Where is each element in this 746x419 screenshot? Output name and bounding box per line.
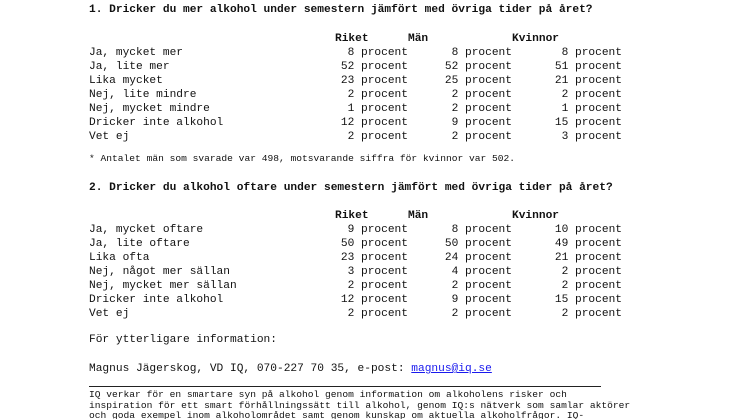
value-kvinnor: 15 procent	[554, 117, 622, 129]
header-kvinnor: Kvinnor	[512, 210, 559, 222]
row-label: Nej, mycket mer sällan	[89, 280, 237, 292]
row-label: Nej, mycket mindre	[89, 103, 210, 115]
value-man: 24 procent	[444, 252, 512, 264]
value-riket: 2 procent	[347, 89, 408, 101]
table-row	[89, 251, 622, 265]
value-riket: 2 procent	[347, 308, 408, 320]
table-row	[89, 237, 622, 251]
question-2-table	[89, 209, 622, 321]
value-kvinnor: 1 procent	[561, 103, 622, 115]
row-label: Dricker inte alkohol	[89, 117, 224, 129]
value-kvinnor: 2 procent	[561, 308, 622, 320]
row-label: Nej, lite mindre	[89, 89, 197, 101]
row-label: Ja, lite oftare	[89, 238, 190, 250]
value-kvinnor: 51 procent	[554, 61, 622, 73]
value-riket: 50 procent	[340, 238, 408, 250]
value-riket: 9 procent	[347, 224, 408, 236]
row-label: Ja, lite mer	[89, 61, 170, 73]
row-label: Vet ej	[89, 131, 130, 143]
value-man: 9 procent	[451, 117, 512, 129]
question-1-table	[89, 32, 622, 144]
contact-line	[89, 363, 492, 375]
value-man: 2 procent	[451, 131, 512, 143]
table-row	[89, 279, 622, 293]
value-man: 4 procent	[451, 266, 512, 278]
table-row	[89, 223, 622, 237]
value-riket: 8 procent	[347, 47, 408, 59]
value-riket: 12 procent	[340, 294, 408, 306]
value-riket: 23 procent	[340, 252, 408, 264]
value-riket: 2 procent	[347, 280, 408, 292]
value-riket: 12 procent	[340, 117, 408, 129]
value-kvinnor: 10 procent	[554, 224, 622, 236]
table-row	[89, 307, 622, 321]
row-label: Lika mycket	[89, 75, 163, 87]
table-row	[89, 116, 622, 130]
value-riket: 52 procent	[340, 61, 408, 73]
more-info-heading: För ytterligare information:	[89, 334, 277, 346]
value-man: 8 procent	[451, 47, 512, 59]
value-riket: 3 procent	[347, 266, 408, 278]
header-man: Män	[408, 210, 429, 222]
value-riket: 1 procent	[347, 103, 408, 115]
table-row	[89, 293, 622, 307]
value-man: 8 procent	[451, 224, 512, 236]
table-header-row	[89, 32, 622, 46]
value-man: 52 procent	[444, 61, 512, 73]
divider	[89, 386, 601, 387]
value-riket: 23 procent	[340, 75, 408, 87]
contact-text: Magnus Jägerskog, VD IQ, 070-227 70 35, e-post:	[89, 363, 412, 375]
header-riket: Riket	[335, 33, 369, 45]
value-kvinnor: 8 procent	[561, 47, 622, 59]
row-label: Ja, mycket mer	[89, 47, 183, 59]
row-label: Vet ej	[89, 308, 130, 320]
value-riket: 2 procent	[347, 131, 408, 143]
value-man: 2 procent	[451, 308, 512, 320]
table-row	[89, 46, 622, 60]
table-row	[89, 60, 622, 74]
row-label: Dricker inte alkohol	[89, 294, 224, 306]
value-kvinnor: 15 procent	[554, 294, 622, 306]
value-man: 25 procent	[444, 75, 512, 87]
value-man: 2 procent	[451, 280, 512, 292]
value-kvinnor: 2 procent	[561, 89, 622, 101]
footer-text: IQ verkar för en smartare syn på alkohol genom information om alkoholens risker och inspiration för ett smart förhållningssätt till alkohol, genom IQ:s nätverk som samlar aktörer och goda exempel inom alkoholområdet samt genom kunskap om aktuella alkoholfrågor. IQ-	[89, 390, 631, 419]
value-kvinnor: 21 procent	[554, 75, 622, 87]
table-row	[89, 265, 622, 279]
question-1-title: 1. Dricker du mer alkohol under semestern jämfört med övriga tider på året?	[89, 4, 593, 16]
question-2-title: 2. Dricker du alkohol oftare under semestern jämfört med övriga tider på året?	[89, 182, 613, 194]
value-kvinnor: 2 procent	[561, 280, 622, 292]
table-row	[89, 130, 622, 144]
value-man: 9 procent	[451, 294, 512, 306]
table-row	[89, 102, 622, 116]
value-man: 2 procent	[451, 89, 512, 101]
header-answer	[89, 32, 335, 46]
header-answer	[89, 209, 335, 223]
value-kvinnor: 49 procent	[554, 238, 622, 250]
header-man: Män	[408, 33, 429, 45]
row-label: Ja, mycket oftare	[89, 224, 204, 236]
value-kvinnor: 2 procent	[561, 266, 622, 278]
table-header-row	[89, 209, 622, 223]
table-row	[89, 88, 622, 102]
email-link[interactable]: magnus@iq.se	[411, 363, 492, 375]
table-row	[89, 74, 622, 88]
row-label: Nej, något mer sällan	[89, 266, 230, 278]
value-kvinnor: 3 procent	[561, 131, 622, 143]
header-riket: Riket	[335, 210, 369, 222]
value-man: 50 procent	[444, 238, 512, 250]
header-kvinnor: Kvinnor	[512, 33, 559, 45]
value-man: 2 procent	[451, 103, 512, 115]
value-kvinnor: 21 procent	[554, 252, 622, 264]
respondent-note: * Antalet män som svarade var 498, motsvarande siffra för kvinnor var 502.	[89, 153, 516, 164]
row-label: Lika ofta	[89, 252, 150, 264]
